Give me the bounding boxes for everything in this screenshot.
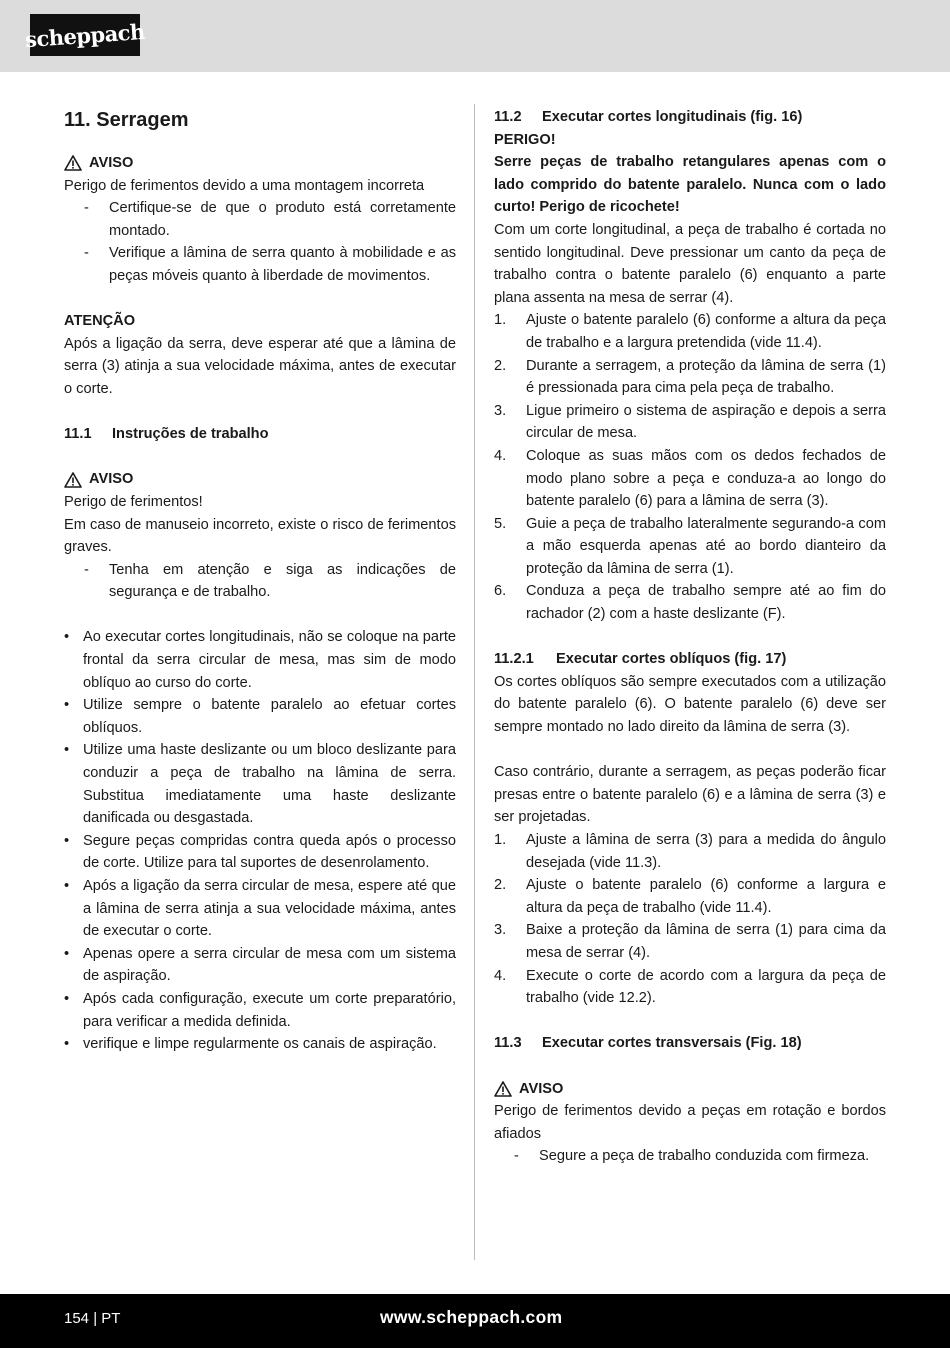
logo-text: scheppach	[24, 18, 146, 52]
step-number: 4.	[494, 447, 507, 464]
bullet-item: • Apenas opere a serra circular de mesa com um sistema de aspiração.	[64, 943, 456, 988]
list-item: - Segure a peça de trabalho conduzida com firmeza.	[494, 1145, 886, 1168]
steps-list-11-2	[494, 309, 886, 625]
section-title: Executar cortes oblíquos (fig. 17)	[556, 651, 787, 668]
step-text: Ajuste o batente paralelo (6) conforme a altura da peça de trabalho e a largura pretendida (vide 11.4).	[526, 312, 886, 351]
page-footer	[0, 1294, 950, 1348]
paragraph: Com um corte longitudinal, a peça de trabalho é cortada no sentido longitudinal. Deve pressionar um canto da peça de trabalho contra o batente paralelo (6) enquanto a parte plana assenta na mesa de serrar (4).	[494, 221, 886, 306]
step-item	[494, 580, 886, 625]
section-number: 11.2.1	[494, 651, 534, 668]
section-heading-11-3	[494, 1032, 886, 1055]
warning-text: Perigo de ferimentos devido a peças em rotação e bordos afiados	[494, 1103, 886, 1142]
step-number: 2.	[494, 877, 507, 894]
scheppach-logo	[24, 14, 146, 56]
section-title: Executar cortes longitudinais (fig. 16)	[542, 109, 803, 125]
warning-heading	[494, 1078, 886, 1101]
step-number: 3.	[494, 402, 507, 419]
warning-list	[64, 559, 456, 604]
left-column	[64, 106, 456, 1056]
section-title: Instruções de trabalho	[112, 426, 269, 443]
section-number: 11.1	[64, 426, 92, 443]
step-item	[494, 829, 886, 874]
step-item	[494, 309, 886, 354]
warning-text: Em caso de manuseio incorreto, existe o risco de ferimentos graves.	[64, 516, 456, 556]
step-text: Execute o corte de acordo com a largura da peça de trabalho (vide 12.2).	[526, 967, 886, 1007]
bullet-item: • Após a ligação da serra circular de mesa, espere até que a lâmina de serra atinja a sua velocidade máxima, antes de executar o corte.	[64, 875, 456, 943]
step-number: 5.	[494, 515, 507, 532]
step-text: Baixe a proteção da lâmina de serra (1) para cima da mesa de serrar (4).	[526, 922, 886, 961]
bullet-item: • Após cada configuração, execute um corte preparatório, para verificar a medida definida.	[64, 988, 456, 1033]
step-text: Conduza a peça de trabalho sempre até ao fim do rachador (2) com a haste deslizante (F).	[526, 583, 886, 623]
bullet-item: • Ao executar cortes longitudinais, não se coloque na parte frontal da serra circular de mesa, mas sim de modo oblíquo ao curso do corte.	[64, 626, 456, 694]
section-heading-11-1	[64, 423, 456, 446]
step-text: Ligue primeiro o sistema de aspiração e depois a serra circular de mesa.	[526, 402, 886, 442]
step-item	[494, 355, 886, 400]
bullet-item: • verifique e limpe regularmente os canais de aspiração.	[64, 1033, 456, 1056]
warning-heading	[64, 152, 456, 175]
paragraph: Os cortes oblíquos são sempre executados com a utilização do batente paralelo (6). O batente paralelo (6) deve ser sempre montado no lado direito da lâmina de serra (3).	[494, 673, 886, 736]
step-item	[494, 513, 886, 581]
step-number: 1.	[494, 832, 507, 848]
warning-label: AVISO	[89, 155, 134, 171]
warning-text: Perigo de ferimentos devido a uma montagem incorreta	[64, 177, 425, 194]
attention-heading: ATENÇÃO	[64, 313, 136, 330]
right-column	[494, 106, 886, 1168]
step-number: 4.	[494, 967, 507, 984]
step-text: Guie a peça de trabalho lateralmente segurando-a com a mão esquerda apenas até ao bordo dianteiro da proteção da lâmina de serra (1).	[526, 515, 886, 577]
bullet-item: • Segure peças compridas contra queda após o processo de corte. Utilize para tal suportes de desenrolamento.	[64, 830, 456, 875]
step-text: Ajuste a lâmina de serra (3) para a medida do ângulo desejada (vide 11.3).	[526, 832, 886, 871]
list-item: - Verifique a lâmina de serra quanto à mobilidade e as peças móveis quanto à liberdade de movimentos.	[64, 242, 456, 287]
column-divider	[474, 104, 475, 1260]
list-item: - Certifique-se de que o produto está corretamente montado.	[64, 197, 456, 242]
website-link[interactable]: www.scheppach.com	[380, 1307, 563, 1327]
danger-heading: PERIGO!	[494, 131, 556, 148]
warning-label: AVISO	[89, 471, 134, 488]
bullet-item: • Utilize sempre o batente paralelo ao efetuar cortes oblíquos.	[64, 694, 456, 739]
section-heading-11-2-1	[494, 648, 886, 671]
paragraph: Caso contrário, durante a serragem, as peças poderão ficar presas entre o batente paralelo (6) e a lâmina de serra (3) e ser projetadas.	[494, 764, 886, 826]
step-item	[494, 445, 886, 513]
section-heading-11-2	[494, 106, 886, 129]
section-number: 11.2	[494, 109, 522, 125]
warning-triangle-icon	[494, 1081, 512, 1097]
step-number: 3.	[494, 922, 507, 939]
step-item	[494, 400, 886, 445]
step-number: 1.	[494, 312, 507, 329]
section-title: Executar cortes transversais (Fig. 18)	[542, 1035, 802, 1052]
danger-text: Serre peças de trabalho retangulares apenas com o lado comprido do batente paralelo. Nunca com o lado curto! Perigo de ricochete!	[494, 154, 886, 216]
instructions-bullet-list	[64, 626, 456, 1055]
warning-text: Perigo de ferimentos!	[64, 493, 203, 510]
step-number: 2.	[494, 357, 507, 374]
warning-heading	[64, 468, 456, 491]
warning-list	[64, 197, 456, 287]
attention-text: Após a ligação da serra, deve esperar até que a lâmina de serra (3) atinja a sua velocidade máxima, antes de executar o corte.	[64, 335, 456, 397]
steps-list-11-2-1	[494, 829, 886, 1010]
step-item	[494, 919, 886, 964]
step-item	[494, 874, 886, 919]
step-text: Ajuste o batente paralelo (6) conforme a largura e altura da peça de trabalho (vide 11.4).	[526, 877, 886, 916]
section-title-11: 11. Serragem	[64, 109, 189, 131]
page-header	[0, 0, 950, 72]
step-item	[494, 965, 886, 1010]
warning-list	[494, 1145, 886, 1168]
warning-triangle-icon	[64, 155, 82, 171]
warning-label: AVISO	[519, 1080, 564, 1097]
list-item: - Tenha em atenção e siga as indicações de segurança e de trabalho.	[64, 559, 456, 604]
step-text: Coloque as suas mãos com os dedos fechados de modo plano sobre a peça e conduza-a ao longo do batente paralelo (6) para a lâmina de serra (3).	[526, 447, 886, 510]
step-text: Durante a serragem, a proteção da lâmina de serra (1) é pressionada para cima pela peça de trabalho.	[526, 357, 886, 397]
step-number: 6.	[494, 583, 507, 600]
bullet-item: • Utilize uma haste deslizante ou um bloco deslizante para conduzir a peça de trabalho na lâmina de serra. Substitua imediatamente uma haste deslizante danificada ou desgastada.	[64, 739, 456, 829]
warning-triangle-icon	[64, 472, 82, 488]
section-number: 11.3	[494, 1035, 522, 1052]
page-number: 154 | PT	[64, 1310, 121, 1327]
